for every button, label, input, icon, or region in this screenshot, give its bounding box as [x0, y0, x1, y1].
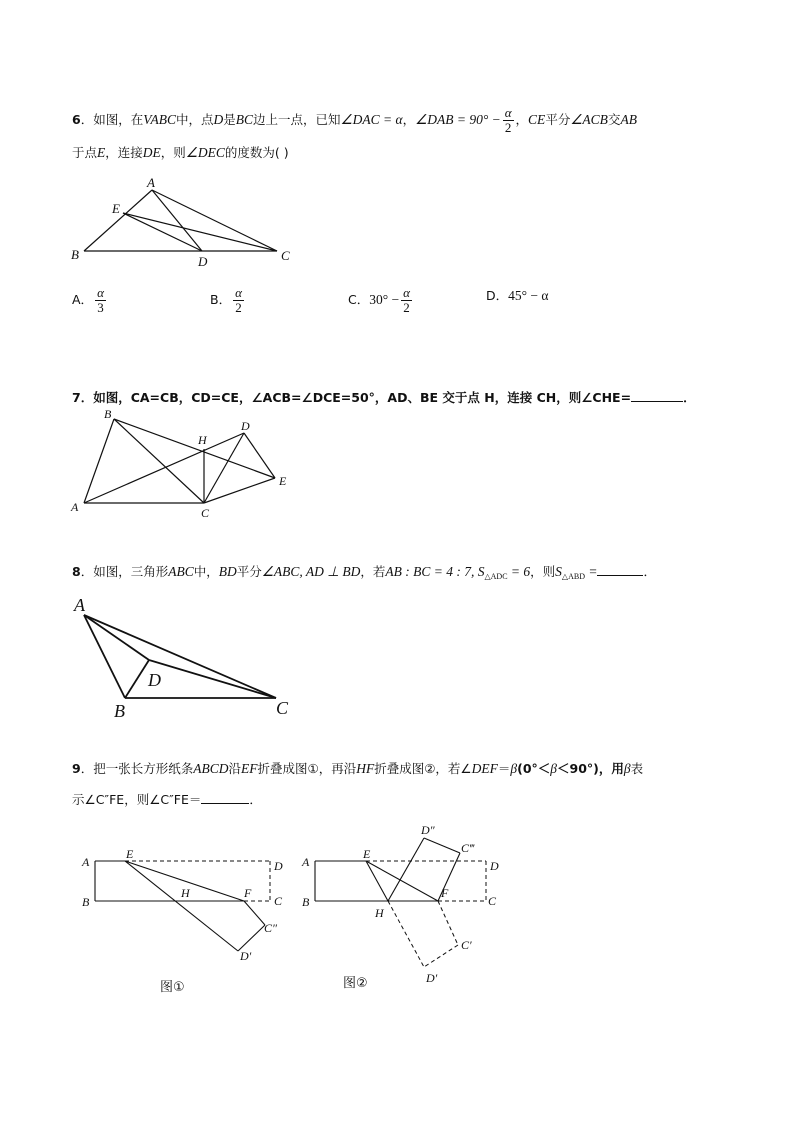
q8-number: 8	[72, 564, 81, 579]
svg-text:A: A	[302, 855, 310, 869]
q8-answer-blank[interactable]	[597, 575, 643, 576]
q9-line1: 9．把一张长方形纸条ABCD沿EF折叠成图①，再沿HF折叠成图②，若∠DEF＝β(0°＜β＜90°)，用β表	[72, 761, 644, 776]
q7-label-h: H	[198, 433, 207, 447]
svg-text:D: D	[490, 859, 499, 873]
q6-label-e: E	[112, 201, 120, 216]
q8-seg-dc	[149, 660, 276, 698]
svg-text:B: B	[82, 895, 90, 909]
q6-seg-ba	[84, 190, 152, 251]
svg-text:D″: D″	[421, 823, 435, 837]
q8-line1: 8．如图，三角形ABC中，BD平分∠ABC, AD ⊥ BD，若AB : BC = 4 : 7, $S_{\triangle ADC} = 6$，则$S_{\triangle ABD}$ = ．	[72, 564, 656, 581]
q7-label-a: A	[71, 500, 79, 514]
q7-label-b: B	[104, 407, 112, 421]
q6-label-d: D	[198, 254, 208, 269]
q6-label-a: A	[147, 175, 155, 190]
q9-number: 9	[72, 761, 81, 776]
svg-text:C: C	[488, 894, 497, 908]
q6-seg-ac	[152, 190, 277, 251]
svg-text:F: F	[244, 886, 252, 900]
q6-option-d[interactable]: D．45° − α	[486, 288, 549, 303]
svg-text:F: F	[441, 886, 449, 900]
q7-seg-bc	[114, 419, 204, 503]
q6-fraction: $\frac{\alpha}{2}$	[504, 105, 512, 135]
q7-seg-be	[114, 419, 275, 478]
q7-label-e: E	[279, 474, 287, 488]
q6-seg-ec	[123, 213, 277, 251]
q7-answer-blank[interactable]	[631, 401, 683, 402]
q8-seg-ac	[84, 615, 276, 698]
svg-text:C′: C′	[461, 938, 472, 952]
svg-text:B: B	[302, 895, 310, 909]
q6-number: 6	[72, 112, 81, 127]
q6-line2: 于点E，连接DE，则∠DEC的度数为( )	[72, 145, 289, 160]
q7-label-d: D	[241, 419, 250, 433]
q7-line1: 7．如图，CA=CB，CD=CE，∠ACB=∠DCE=50°，AD、BE 交于点 H，连接 CH，则∠CHE= ．	[72, 390, 696, 405]
q6-seg-ad	[152, 190, 202, 251]
q7-number: 7	[72, 390, 81, 405]
q7-seg-ab	[84, 419, 114, 503]
q9-caption-2: 图②	[343, 976, 368, 991]
q7-seg-ad	[84, 433, 244, 503]
q8-label-d: D	[148, 670, 161, 690]
q6-line1: 6．如图，在VABC中，点D是BC边上一点，已知∠DAC = α，∠DAB = 90° − $\frac{\alpha}{2}$ ，CE平分∠ACB交AB	[72, 105, 637, 135]
svg-text:E: E	[126, 847, 134, 861]
svg-text:C‴: C‴	[461, 841, 475, 855]
svg-text:H: H	[375, 906, 384, 920]
q6-option-b[interactable]: B． $\frac{\alpha}{2}$	[210, 285, 242, 315]
svg-text:E: E	[363, 847, 371, 861]
q8-seg-ad	[84, 615, 149, 660]
svg-text:D: D	[274, 859, 283, 873]
q6-seg-ed	[123, 213, 202, 251]
q8-label-b: B	[114, 701, 125, 721]
q7-seg-de	[244, 433, 275, 478]
svg-text:C″: C″	[264, 921, 278, 935]
q6-option-a[interactable]: A． $\frac{\alpha}{3}$	[72, 285, 104, 315]
q9-caption-1: 图①	[160, 980, 185, 995]
svg-text:H: H	[181, 886, 190, 900]
q8-seg-bd	[125, 660, 149, 698]
q6-option-c[interactable]: C．30° − $\frac{\alpha}{2}$	[348, 285, 410, 315]
svg-text:A: A	[82, 855, 90, 869]
q6-label-b: B	[71, 247, 79, 262]
q9-line2: 示∠C″FE，则∠C″FE＝ ．	[72, 792, 262, 807]
q7-label-c: C	[201, 506, 210, 520]
q8-seg-ab	[84, 615, 125, 698]
q7-seg-dc	[204, 433, 244, 503]
q9-answer-blank[interactable]	[201, 803, 249, 804]
svg-text:D′: D′	[240, 949, 252, 963]
svg-text:C: C	[274, 894, 283, 908]
q6-label-c: C	[281, 248, 290, 263]
q7-seg-ce	[204, 478, 275, 503]
q8-label-c: C	[276, 698, 289, 718]
svg-text:D′: D′	[426, 971, 438, 985]
q8-label-a: A	[74, 595, 85, 615]
